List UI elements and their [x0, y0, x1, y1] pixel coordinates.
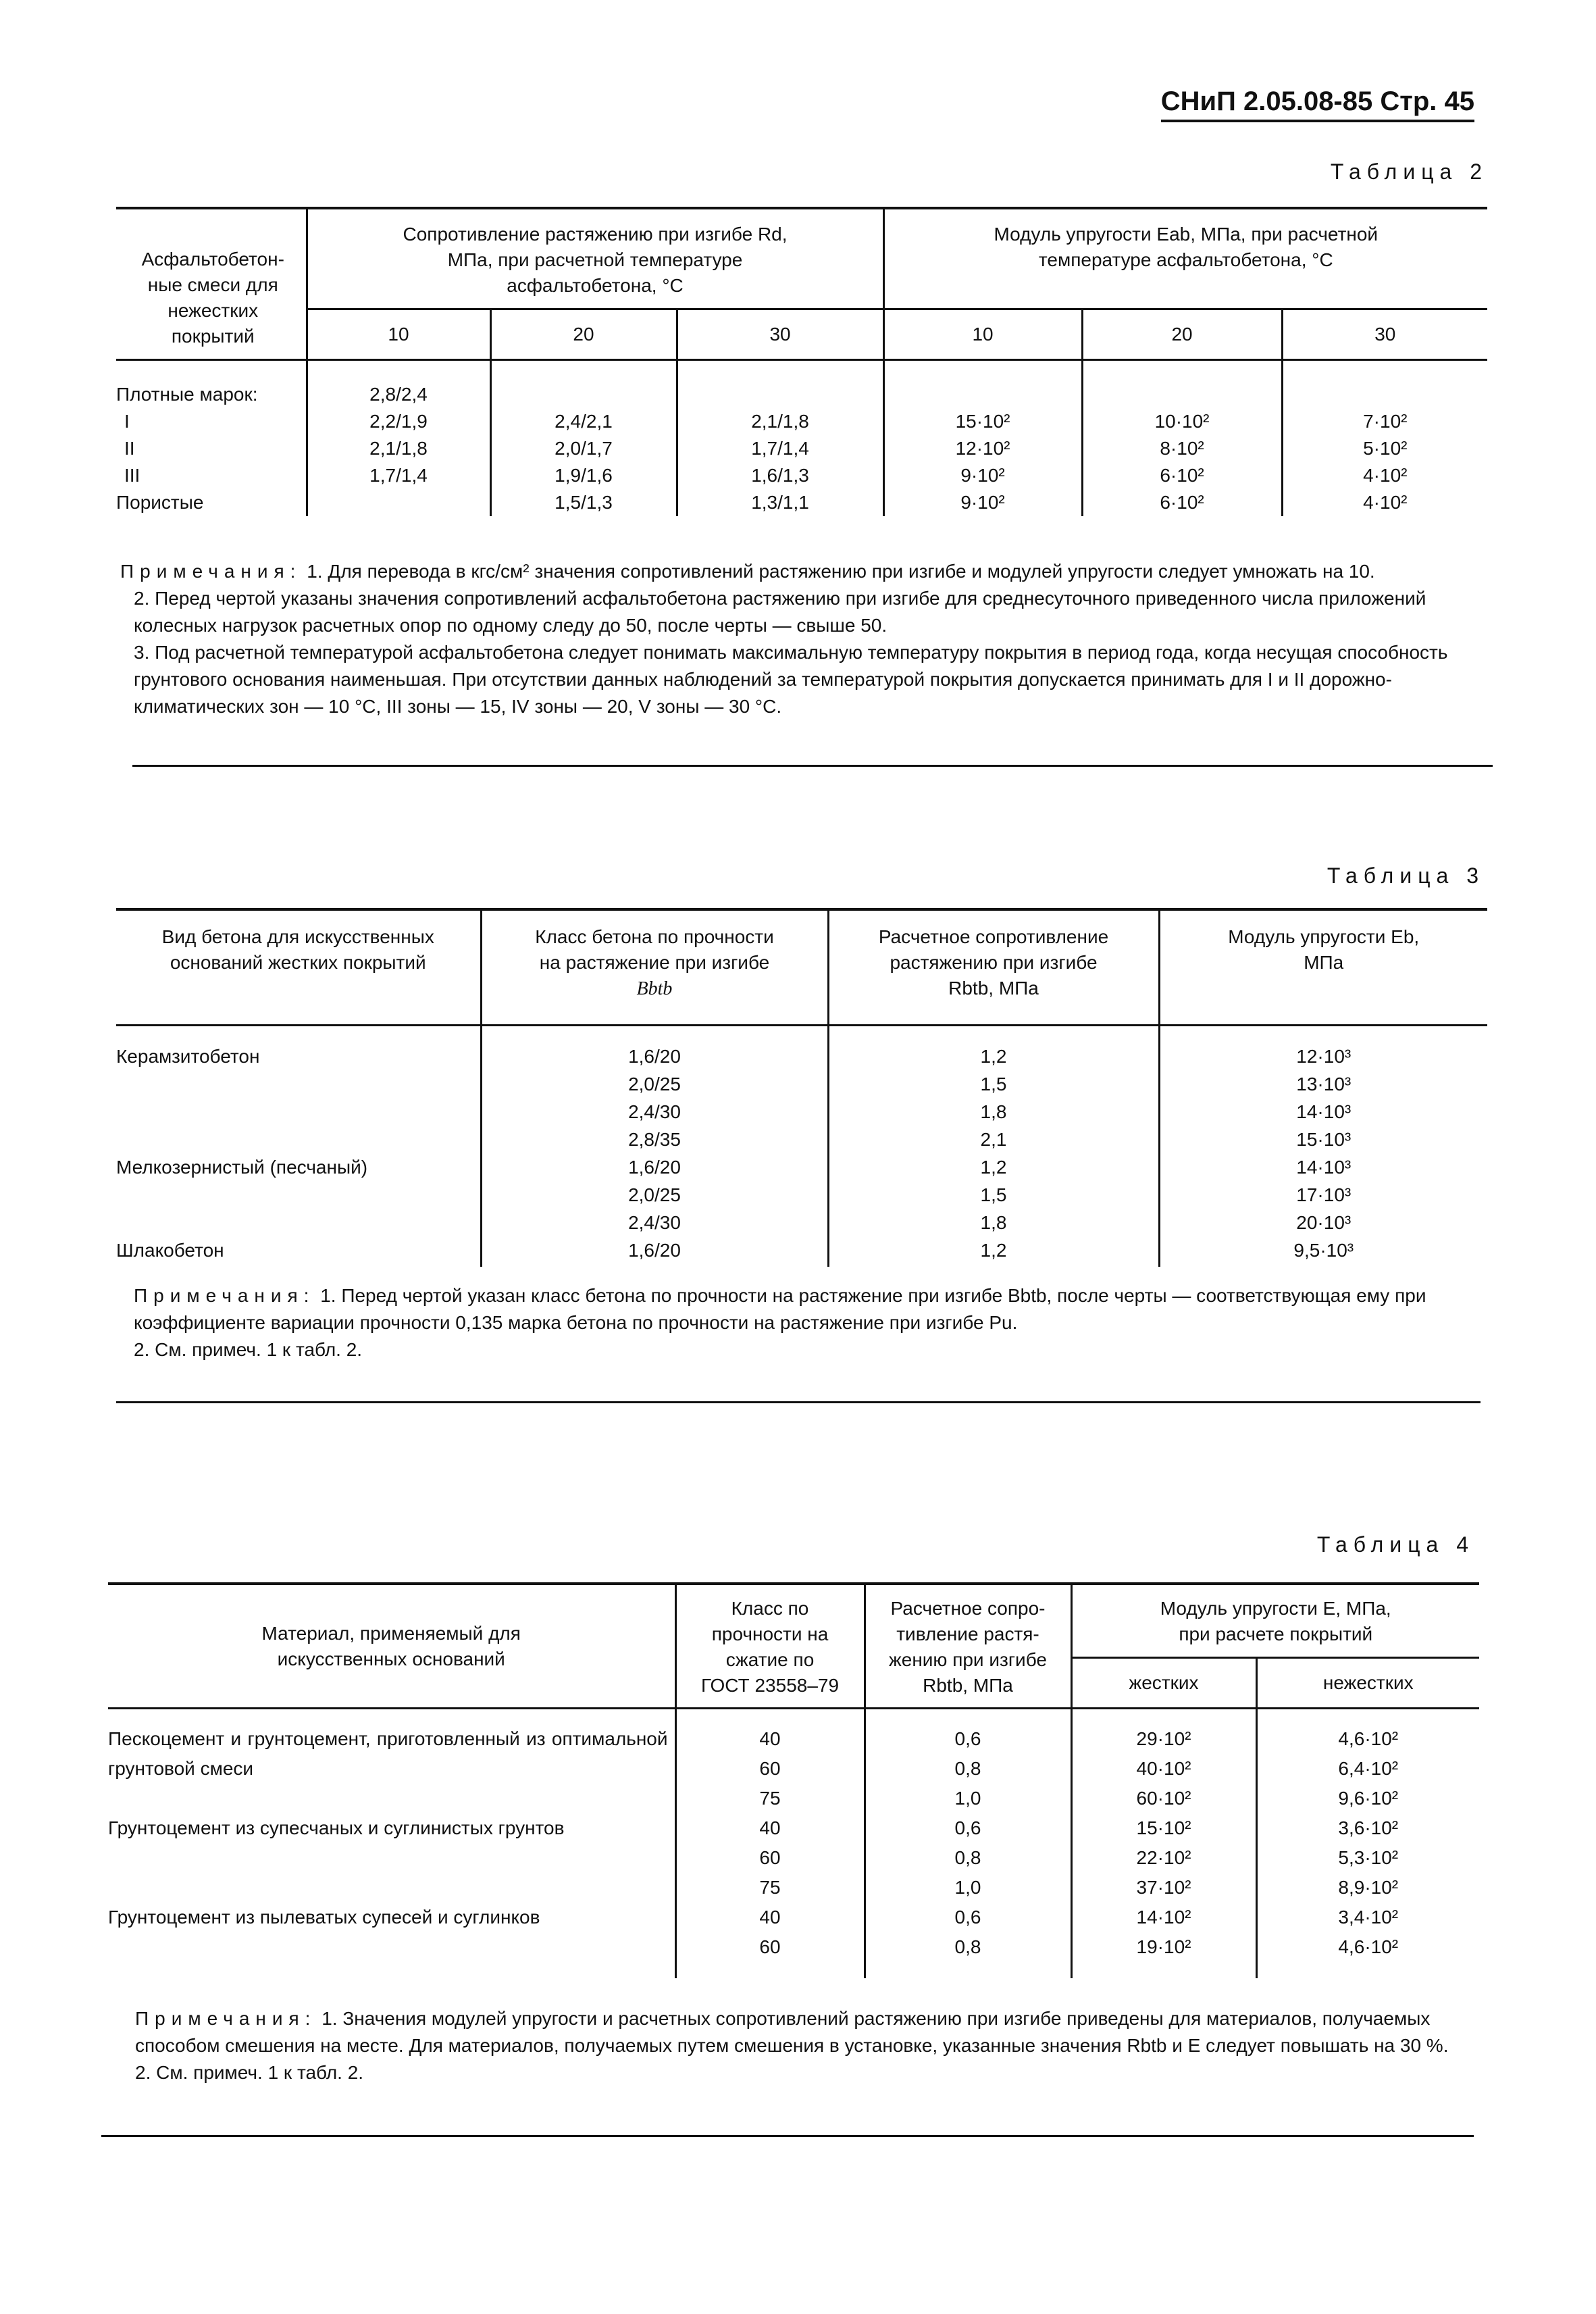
table4-col-class: 40 60 75 40 60 75 40 60 [675, 1709, 865, 1979]
table3-header-modulus: Модуль упругости Eb, МПа [1159, 909, 1487, 1026]
table3-header-resistance: Расчетное сопротивление растяжению при изгибе Rbtb, МПа [828, 909, 1159, 1026]
note: 1. Значения модулей упругости и расчетных сопротивлений растяжению при изгибе приведены для материалов, получаемых способом смешения на месте. Для материалов, получаемых путем смешения в установке, указанные значения Rbtb и E следует повышать на 30 %. [135, 2008, 1449, 2056]
table3 [116, 908, 1487, 1267]
table4-col-nonrigid: 4,6·10² 6,4·10² 9,6·10² 3,6·10² 5,3·10² 8,9·10² 3,4·10² 4,6·10² [1256, 1709, 1479, 1979]
note: 2. Перед чертой указаны значения сопротивлений асфальтобетона растяжению при изгибе для среднесуточного приведенного числа приложений колесных нагрузок расчетных опор по одному следу до 50, после черты — свыше 50. [134, 588, 1426, 636]
table2-temp-header: 10 [883, 309, 1082, 360]
table3-notes [120, 1282, 1485, 1363]
note: 1. Для перевода в кгс/см² значения сопротивлений растяжению при изгибе и модулей упругости следует умножать на 10. [307, 561, 1375, 582]
table3-header-type: Вид бетона для искусственных оснований жестких покрытий [116, 909, 481, 1026]
notes-label: Примечания: [120, 561, 302, 582]
table2-col-e30: 7·10² 5·10² 4·10² 4·10² [1282, 360, 1487, 517]
note: 1. Перед чертой указан класс бетона по прочности на растяжение при изгибе Bbtb, после черты — соответствующая ему при коэффициенте вариации прочности 0,135 марка бетона по прочности на растяжение при изгибе Pu. [134, 1285, 1426, 1333]
table3-col-class: 1,6/20 2,0/25 2,4/30 2,8/35 1,6/20 2,0/25 2,4/30 1,6/20 [481, 1026, 828, 1267]
table4-col-material: Пескоцемент и грунтоцемент, приготовленный из оптимальной грунтовой смеси Грунтоцемент из супесчаных и суглинистых грунтов Грунтоцемент из пылеватых супесей и суглинков [108, 1728, 668, 1928]
table2-notes [120, 558, 1485, 720]
table2-temp-header: 20 [1082, 309, 1282, 360]
table2-col-rd30: 2,1/1,8 1,7/1,4 1,6/1,3 1,3/1,1 [677, 360, 883, 517]
note: 2. См. примеч. 1 к табл. 2. [134, 1339, 363, 1360]
separator [132, 765, 1493, 767]
table3-header-class: Класс бетона по прочности на растяжение при изгибе Bbtb [481, 909, 828, 1026]
notes-label: Примечания: [135, 2008, 317, 2029]
separator [116, 1401, 1481, 1403]
notes-label: Примечания: [134, 1285, 315, 1306]
page-header: СНиП 2.05.08-85 Стр. 45 [1161, 86, 1474, 122]
table2-header-resistance: Сопротивление растяжению при изгибе Rd, МПа, при расчетной температуре асфальтобетона, °С [307, 208, 883, 309]
table4-col-resistance: 0,6 0,8 1,0 0,6 0,8 1,0 0,6 0,8 [865, 1709, 1071, 1979]
note: 3. Под расчетной температурой асфальтобетона следует понимать максимальную температуру покрытия в период года, когда несущая способность грунтового основания наименьшая. При отсутствии данных наблюдений за температурой покрытия допускается принимать для I и II дорожно-климатических зон — 10 °С, III зоны — 15, IV зоны — 20, V зоны — 30 °С. [134, 642, 1448, 717]
table3-col-modulus: 12·10³ 13·10³ 14·10³ 15·10³ 14·10³ 17·10³ 20·10³ 9,5·10³ [1159, 1026, 1487, 1267]
table2-temp-header: 30 [677, 309, 883, 360]
table2-header-modulus: Модуль упругости Eab, МПа, при расчетной температуре асфальтобетона, °С [883, 208, 1487, 309]
table4-header-modulus: Модуль упругости E, МПа, при расчете покрытий [1071, 1584, 1479, 1658]
table2-temp-header: 10 [307, 309, 490, 360]
table2-col-rd10: 2,8/2,4 2,2/1,9 2,1/1,8 1,7/1,4 [307, 360, 490, 517]
table4-header-class: Класс по прочности на сжатие по ГОСТ 23558–79 [675, 1584, 865, 1709]
table4-caption: Таблица 4 [1316, 1532, 1474, 1557]
table2 [116, 207, 1487, 516]
table2-col-e10: 15·10² 12·10² 9·10² 9·10² [883, 360, 1082, 517]
table4-col-rigid: 29·10² 40·10² 60·10² 15·10² 22·10² 37·10² 14·10² 19·10² [1071, 1709, 1256, 1979]
table2-col-e20: 10·10² 8·10² 6·10² 6·10² [1082, 360, 1282, 517]
table4-header-rigid: жестких [1071, 1658, 1256, 1709]
table2-caption: Таблица 2 [1330, 159, 1488, 184]
separator [101, 2135, 1474, 2137]
table2-labels: Плотные марок: I II III Пористые [116, 384, 258, 513]
table2-col-rd20: 2,4/2,1 2,0/1,7 1,9/1,6 1,5/1,3 [490, 360, 677, 517]
table2-temp-header: 30 [1282, 309, 1487, 360]
table4-header-material: Материал, применяемый для искусственных оснований [108, 1584, 675, 1709]
table3-col-type: Керамзитобетон Мелкозернистый (песчаный) Шлакобетон [116, 1046, 368, 1261]
table4 [108, 1582, 1479, 1978]
table4-header-resistance: Расчетное сопро- тивление растя- жению при изгибе Rbtb, МПа [865, 1584, 1071, 1709]
note: 2. См. примеч. 1 к табл. 2. [135, 2062, 364, 2083]
table3-caption: Таблица 3 [1327, 863, 1485, 888]
table3-col-resistance: 1,2 1,5 1,8 2,1 1,2 1,5 1,8 1,2 [828, 1026, 1159, 1267]
table4-notes [115, 2005, 1486, 2086]
table2-temp-header: 20 [490, 309, 677, 360]
table2-header-mix: Асфальтобетон- ные смеси для нежестких покрытий [116, 208, 307, 360]
table4-header-nonrigid: нежестких [1256, 1658, 1479, 1709]
